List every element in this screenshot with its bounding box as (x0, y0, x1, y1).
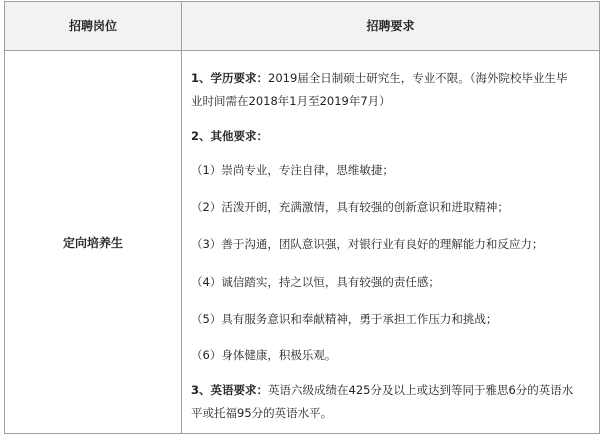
requirements-cell (182, 51, 599, 433)
other-item-3: （3）善于沟通，团队意识强，对银行业有良好的理解能力和反应力； (191, 237, 544, 251)
position-cell (5, 51, 181, 433)
position-name: 定向培养生 (62, 235, 123, 250)
education-text-1: 2019届全日制硕士研究生，专业不限。（海外院校毕业生毕 (268, 71, 568, 85)
english-title: 3、英语要求： (191, 383, 269, 397)
header-position: 招聘岗位 (68, 19, 117, 33)
english-text-1: 英语六级成绩在425分及以上或达到等同于雅思6分的英语水 (268, 383, 574, 397)
education-requirement (191, 70, 591, 86)
education-text-2: 业时间需在2018年1月至2019年7月） (191, 94, 391, 108)
english-requirement (191, 382, 591, 398)
english-text-2: 平或托福95分的英语水平。 (191, 406, 333, 420)
header-requirements: 招聘要求 (366, 19, 415, 33)
other-item-2: （2）活泼开朗，充满激情，具有较强的创新意识和进取精神； (191, 200, 509, 214)
other-item-1: （1）崇尚专业，专注自律，思维敏捷； (191, 163, 394, 177)
other-item-4: （4）诚信踏实，持之以恒，具有较强的责任感； (191, 275, 440, 289)
recruitment-table (4, 1, 600, 434)
other-item-5: （5）具有服务意识和奉献精神，勇于承担工作压力和挑战； (191, 312, 498, 326)
other-requirements-title: 2、其他要求： (191, 129, 269, 143)
table-header (5, 2, 599, 51)
education-title: 1、学历要求： (191, 71, 269, 85)
other-item-6: （6）身体健康，积极乐观。 (191, 348, 337, 362)
